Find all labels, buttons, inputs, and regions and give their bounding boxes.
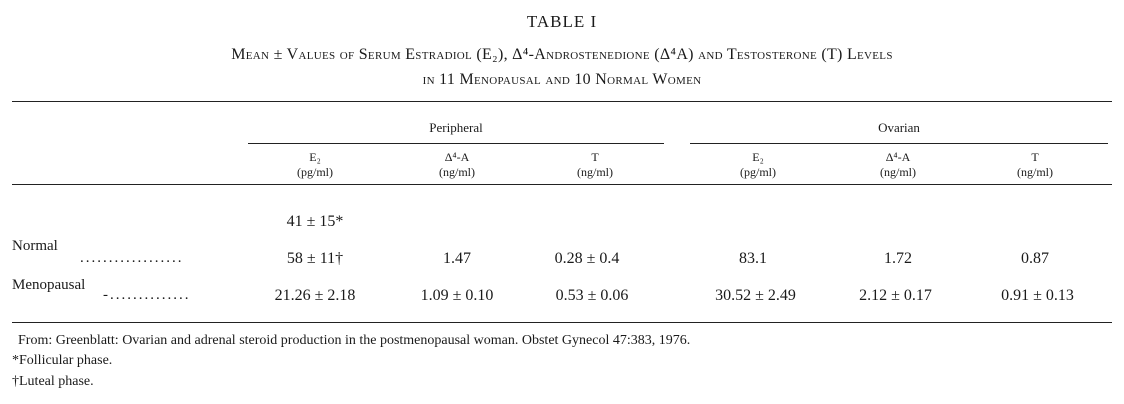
cell-normal-ovarian-e2: 83.1 (739, 250, 767, 267)
column-unit: (ng/ml) (1017, 165, 1053, 179)
column-name: E₂ (752, 150, 764, 164)
cell-menopausal-peripheral-t: 0.53 ± 0.06 (555, 287, 629, 304)
ovarian-group-rule (690, 143, 1108, 144)
cell-menopausal-ovarian-a4: 2.12 ± 0.17 (859, 287, 932, 304)
column-name: Δ⁴-A (444, 150, 470, 164)
column-name: T (1031, 150, 1039, 164)
cell-menopausal-ovarian-e2: 30.52 ± 2.49 (715, 287, 796, 304)
footnote-luteal: †Luteal phase. (12, 374, 94, 389)
cell-normal-peripheral-t: 0.28 ± 0.4 (554, 250, 620, 267)
column-name: E₂ (309, 150, 321, 164)
column-name: T (591, 150, 599, 164)
table-caption-line-1: Mean ± Values of Serum Estradiol (E₂), Δ⁴-Androstenedione (Δ⁴A) and Testosterone (T) Levels (231, 46, 893, 63)
header-bottom-rule (12, 184, 1112, 185)
column-unit: (pg/ml) (740, 165, 776, 179)
cell-menopausal-ovarian-t: 0.91 ± 0.13 (1001, 287, 1074, 304)
group-header-ovarian: Ovarian (878, 120, 920, 135)
table-bottom-rule (12, 322, 1112, 323)
column-header-ovarian-t (970, 150, 1100, 180)
table-caption-line-2: in 11 Menopausal and 10 Normal Women (422, 71, 702, 88)
cell-menopausal-peripheral-a4: 1.09 ± 0.10 (420, 287, 494, 304)
cell-normal-e2-follicular: 41 ± 15* (286, 213, 344, 230)
column-unit: (pg/ml) (297, 165, 333, 179)
cell-normal-ovarian-a4: 1.72 (884, 250, 912, 267)
group-header-peripheral: Peripheral (429, 120, 483, 135)
column-header-peripheral-e2 (250, 150, 380, 180)
row-leader-menopausal: -.............. (103, 287, 191, 303)
column-header-peripheral-a4 (392, 150, 522, 180)
cell-normal-ovarian-t: 0.87 (1021, 250, 1049, 267)
column-header-peripheral-t (530, 150, 660, 180)
cell-menopausal-peripheral-e2: 21.26 ± 2.18 (274, 287, 356, 304)
column-unit: (ng/ml) (577, 165, 613, 179)
column-unit: (ng/ml) (439, 165, 475, 179)
peripheral-group-rule (248, 143, 664, 144)
row-label-menopausal: Menopausal (12, 277, 86, 293)
cell-normal-peripheral-a4: 1.47 (443, 250, 471, 267)
column-header-ovarian-e2 (693, 150, 823, 180)
table-title: TABLE I (526, 12, 598, 31)
column-header-ovarian-a4 (833, 150, 963, 180)
footnote-follicular: *Follicular phase. (12, 353, 113, 368)
column-unit: (ng/ml) (880, 165, 916, 179)
footnote-source: From: Greenblatt: Ovarian and adrenal steroid production in the postmenopausal woman. Obstet Gynecol 47:383, 1976. (18, 333, 691, 348)
row-leader-normal: .................. (80, 250, 184, 266)
row-label-normal: Normal (12, 238, 58, 254)
cell-normal-peripheral-e2: 58 ± 11† (286, 250, 344, 267)
top-rule (12, 101, 1112, 102)
column-name: Δ⁴-A (885, 150, 911, 164)
